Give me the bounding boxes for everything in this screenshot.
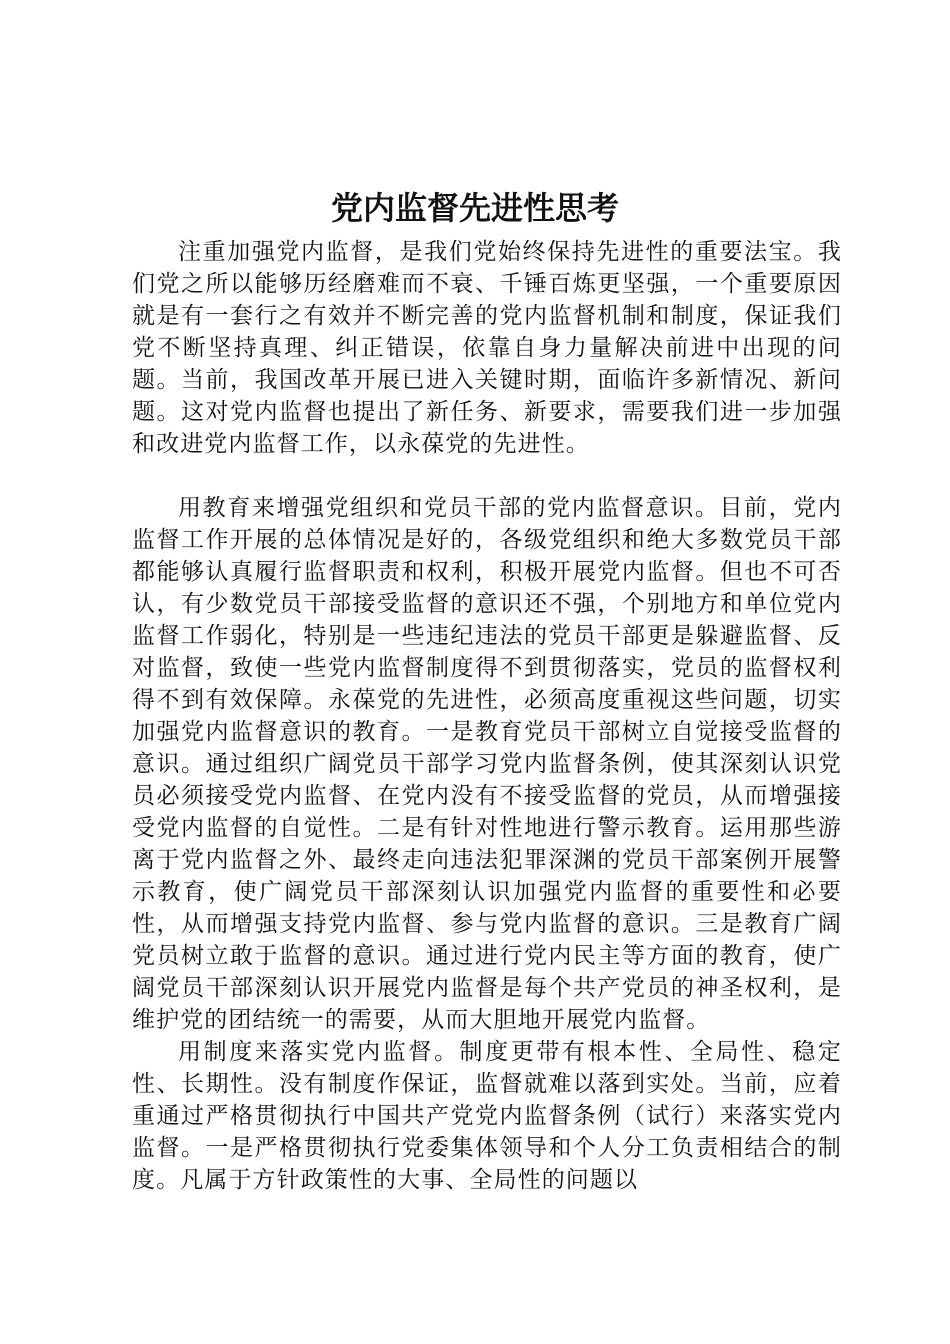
paragraph-system: 用制度来落实党内监督。制度更带有根本性、全局性、稳定性、长期性。没有制度作保证，监督就难以落到实处。当前，应着重通过严格贯彻执行中国共产党党内监督条例（试行）来落实党内监督。一是严格贯彻执行党委集体领导和个人分工负责相结合的制度。凡属于方针政策性的大事、全局性的问题以 [132,1039,842,1193]
paragraph-intro: 注重加强党内监督，是我们党始终保持先进性的重要法宝。我们党之所以能够历经磨难而不衰、千锤百炼更坚强，一个重要原因就是有一套行之有效并不断完善的党内监督机制和制度，保证我们党不断坚持真理、纠正错误，依靠自身力量解决前进中出现的问题。当前，我国改革开展已进入关键时期，面临许多新情况、新问题。这对党内监督也提出了新任务、新要求，需要我们进一步加强和改进党内监督工作，以永葆党的先进性。 [132,239,842,457]
document-title: 党内监督先进性思考 [330,189,619,227]
document-body [132,236,842,1196]
paragraph-education: 用教育来增强党组织和党员干部的党内监督意识。目前，党内监督工作开展的总体情况是好的，各级党组织和绝大多数党员干部都能够认真履行监督职责和权利，积极开展党内监督。但也不可否认，有少数党员干部接受监督的意识还不强，个别地方和单位党内监督工作弱化，特别是一些违纪违法的党员干部更是躲避监督、反对监督，致使一些党内监督制度得不到贯彻落实，党员的监督权利得不到有效保障。永葆党的先进性，必须高度重视这些问题，切实加强党内监督意识的教育。一是教育党员干部树立自觉接受监督的意识。通过组织广阔党员干部学习党内监督条例，使其深刻认识党员必须接受党内监督、在党内没有不接受监督的党员，从而增强接受党内监督的自觉性。二是有针对性地进行警示教育。运用那些游离于党内监督之外、最终走向违法犯罪深渊的党员干部案例开展警示教育，使广阔党员干部深刻认识加强党内监督的重要性和必要性，从而增强支持党内监督、参与党内监督的意识。三是教育广阔党员树立敢于监督的意识。通过进行党内民主等方面的教育，使广阔党员干部深刻认识开展党内监督是每个共产党员的神圣权利，是维护党的团结统一的需要，从而大胆地开展党内监督。 [132,495,842,1033]
